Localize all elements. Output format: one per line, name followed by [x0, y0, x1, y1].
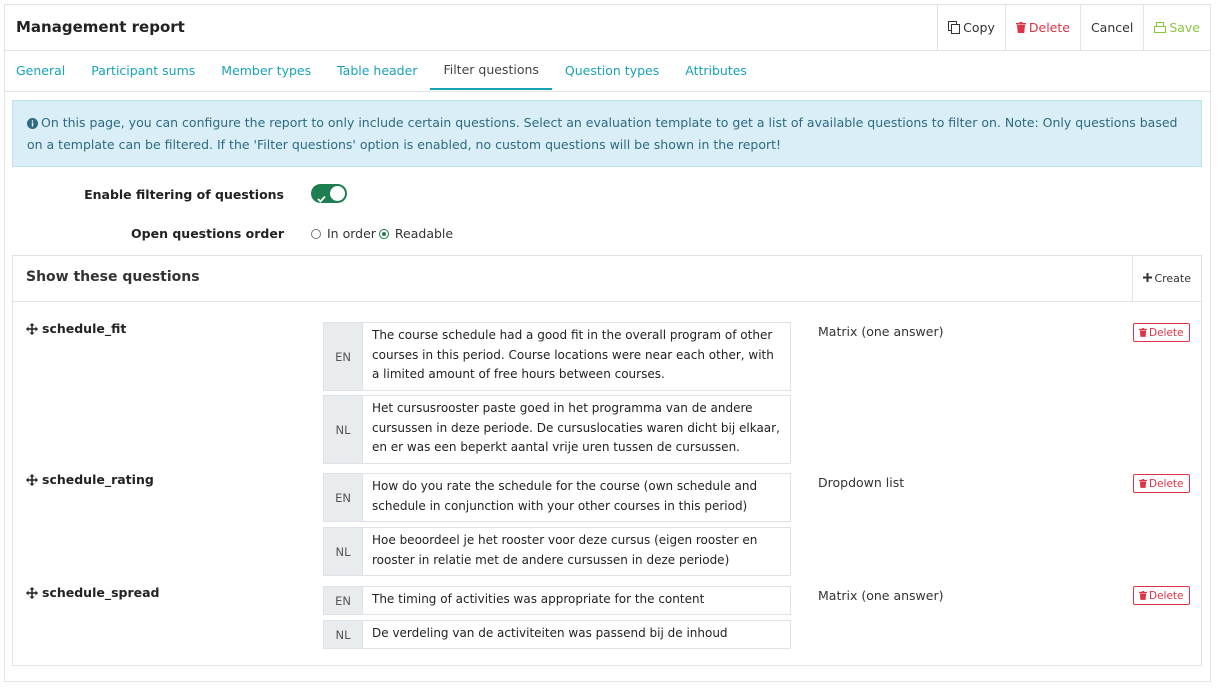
tab-bar: [5, 51, 1210, 92]
delete-question-button[interactable]: [1133, 474, 1190, 493]
cancel-label: Cancel: [1090, 20, 1134, 35]
question-type: Dropdown list: [818, 475, 905, 490]
create-label: Create: [1154, 272, 1191, 285]
save-label: Save: [1169, 20, 1200, 35]
cancel-button[interactable]: [1080, 5, 1143, 50]
question-type: Matrix (one answer): [818, 588, 944, 603]
open-questions-order-row: [5, 222, 1210, 246]
question-name: schedule_spread: [42, 585, 160, 600]
translation-row: [323, 586, 791, 615]
language-code: NL: [324, 621, 363, 648]
toggle-knob: [330, 186, 345, 201]
tab-table-header[interactable]: Table header: [337, 63, 418, 78]
trash-icon: [1139, 328, 1147, 337]
enable-filtering-toggle[interactable]: [311, 184, 347, 203]
open-questions-order-label: Open questions order: [131, 226, 284, 241]
translation-row: [323, 620, 791, 649]
questions-panel-header: [13, 256, 1201, 302]
language-code: EN: [324, 474, 363, 521]
tab-question-types[interactable]: Question types: [564, 63, 660, 78]
enable-filtering-row: [5, 183, 1210, 207]
delete-question-button[interactable]: [1133, 323, 1190, 342]
trash-icon: [1139, 479, 1147, 488]
radio-readable[interactable]: [379, 229, 389, 239]
delete-question-label: Delete: [1149, 477, 1184, 490]
info-alert: [12, 100, 1202, 167]
page-title: Management report: [16, 18, 185, 36]
header-actions: [937, 5, 1210, 50]
save-button[interactable]: [1143, 5, 1210, 50]
translation-row: [323, 395, 791, 464]
radio-in-order-label: In order: [327, 226, 376, 241]
question-text: The timing of activities was appropriate for the content: [372, 592, 705, 606]
questions-panel-title: Show these questions: [26, 269, 200, 285]
language-code: NL: [324, 528, 363, 575]
questions-panel: [12, 255, 1202, 666]
question-name-row: [26, 585, 160, 600]
check-icon: [317, 188, 326, 207]
language-code: NL: [324, 396, 363, 463]
radio-readable-label: Readable: [394, 226, 454, 241]
language-code: EN: [324, 323, 363, 390]
question-text: De verdeling van de activiteiten was passend bij de inhoud: [372, 626, 728, 640]
translation-row: [323, 527, 791, 576]
tab-general[interactable]: General: [16, 63, 66, 78]
question-name: schedule_fit: [42, 321, 127, 336]
copy-icon: [948, 21, 960, 34]
question-type: Matrix (one answer): [818, 324, 944, 339]
delete-label: Delete: [1028, 20, 1070, 35]
question-name: schedule_rating: [42, 472, 154, 487]
info-text: On this page, you can configure the report to only include certain questions. Select an evaluation template to get a list of available questions to filter on. Note: Only questions based on a template can be filtered. If the 'Filter questions' option is enabled, no custom questions will be shown in the report!: [27, 115, 1178, 152]
enable-filtering-label: Enable filtering of questions: [84, 187, 284, 202]
delete-report-button[interactable]: [1005, 5, 1080, 50]
order-radio-group: [311, 226, 453, 241]
copy-button[interactable]: [937, 5, 1005, 50]
copy-label: Copy: [963, 20, 995, 35]
language-code: EN: [324, 587, 363, 614]
delete-question-label: Delete: [1149, 589, 1184, 602]
delete-question-button[interactable]: [1133, 586, 1190, 605]
question-name-row: [26, 472, 154, 487]
question-text: Hoe beoordeel je het rooster voor deze cursus (eigen rooster en rooster in relatie met de andere cursussen in deze periode): [372, 533, 758, 567]
question-name-row: [26, 321, 126, 336]
move-icon[interactable]: [26, 474, 38, 486]
delete-question-label: Delete: [1149, 326, 1184, 339]
plus-icon: [1143, 272, 1152, 285]
tab-participant-sums[interactable]: Participant sums: [91, 63, 196, 78]
move-icon[interactable]: [26, 587, 38, 599]
panel-header: [5, 5, 1210, 51]
management-report-panel: [4, 4, 1211, 682]
trash-icon: [1139, 591, 1147, 600]
trash-icon: [1016, 22, 1026, 33]
radio-in-order[interactable]: [311, 229, 321, 239]
move-icon[interactable]: [26, 323, 38, 335]
tab-member-types[interactable]: Member types: [221, 63, 312, 78]
question-text: Het cursusrooster paste goed in het programma van de andere cursussen in deze periode. De cursuslocaties waren dicht bij elkaar, en er was een beperkt aantal vrije uren tussen de cursussen.: [372, 401, 780, 454]
question-text: The course schedule had a good fit in the overall program of other courses in this period. Course locations were near each other, with a limited amount of free hours between courses.: [372, 328, 774, 381]
tab-filter-questions[interactable]: Filter questions: [430, 51, 551, 90]
info-icon: [27, 115, 38, 135]
save-icon: [1154, 22, 1166, 33]
question-text: How do you rate the schedule for the course (own schedule and schedule in conjunction with your other courses in this period): [372, 479, 758, 513]
translation-row: [323, 473, 791, 522]
translation-row: [323, 322, 791, 391]
tab-attributes[interactable]: Attributes: [685, 63, 747, 78]
create-button[interactable]: [1132, 256, 1201, 301]
